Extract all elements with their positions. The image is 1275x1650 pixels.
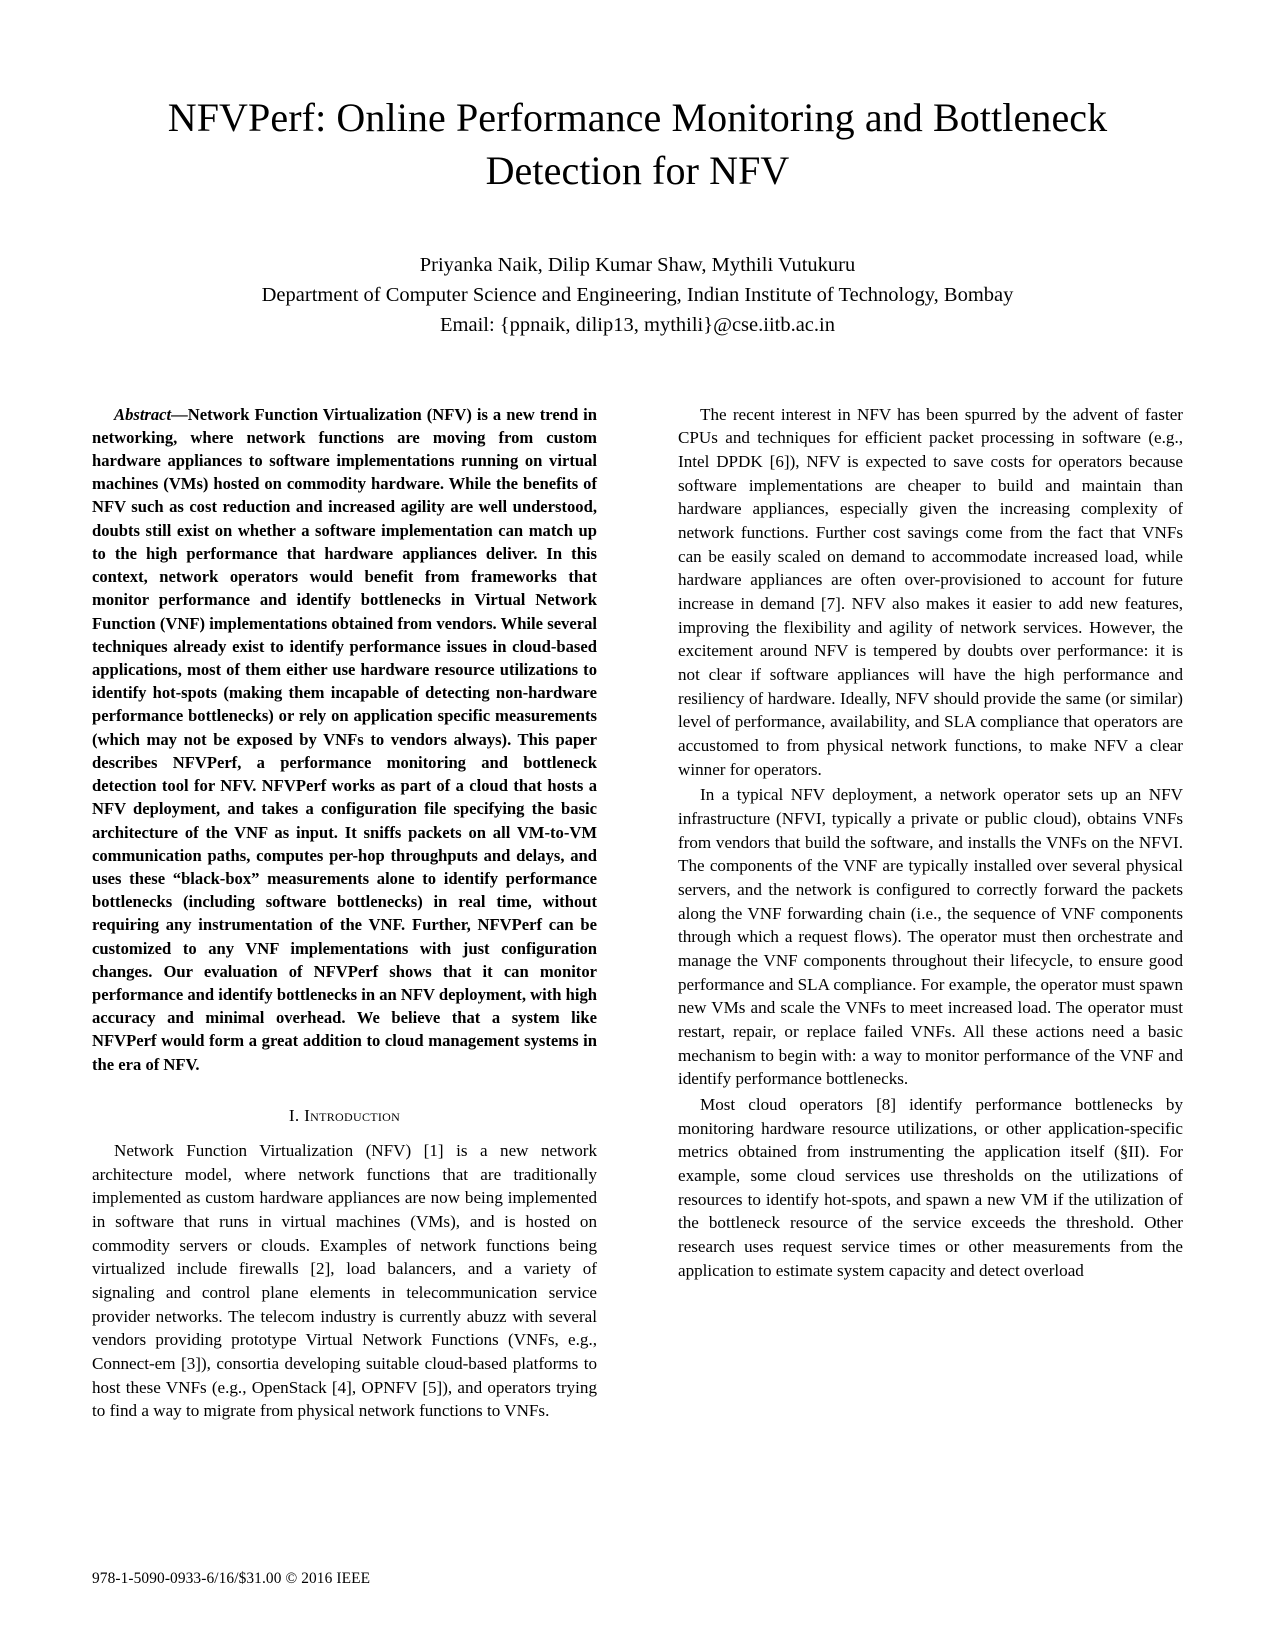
abstract-body: Network Function Virtualization (NFV) is a new trend in networking, where network functions are moving from custom hardware appliances to software implementations running on virtual machines (VMs) hosted on commodity hardware. While the benefits of NFV such as cost reduction and increased agility are well understood, doubts still exist on whether a software implementation can match up to the high performance that hardware appliances deliver. In this context, network operators would benefit from frameworks that monitor performance and identify bottlenecks in Virtual Network Function (VNF) implementations obtained from vendors. While several techniques already exist to identify performance issues in cloud-based applications, most of them either use hardware resource utilizations to identify hot-spots (making them incapable of detecting non-hardware performance bottlenecks) or rely on application specific measurements (which may not be exposed by VNFs to vendors always). This paper describes NFVPerf, a performance monitoring and bottleneck detection tool for NFV. NFVPerf works as part of a cloud that hosts a NFV deployment, and takes a configuration file specifying the basic architecture of the VNF as input. It sniffs packets on all VM-to-VM communication paths, computes per-hop throughputs and delays, and uses these “black-box” measurements alone to identify performance bottlenecks (including software bottlenecks) in real time, without requiring any instrumentation of the VNF. Further, NFVPerf can be customized to any VNF implementations with just configuration changes. Our evaluation of NFVPerf shows that it can monitor performance and identify bottlenecks in an NFV deployment, with high accuracy and minimal overhead. We believe that a system like NFVPerf would form a great addition to cloud management systems in the era of NFV. [92, 404, 597, 1074]
abstract-dash: — [171, 404, 188, 424]
title-block [0, 0, 1275, 341]
intro-paragraph-4: Most cloud operators [8] identify performance bottlenecks by monitoring hardware resource utilizations, or other application-specific metrics obtained from instrumenting the application itself (§II). For example, some cloud services use thresholds on the utilizations of resources to identify hot-spots, and spawn a new VM if the utilization of the bottleneck resource of the service exceeds the threshold. Other research uses request service times or other measurements from the application to estimate system capacity and detect overload [678, 1095, 1183, 1280]
affiliation: Department of Computer Science and Engineering, Indian Institute of Technology, Bombay [261, 283, 1014, 306]
copyright-footer [92, 1570, 370, 1588]
intro-paragraph-3: In a typical NFV deployment, a network operator sets up an NFV infrastructure (NFVI, typically a private or public cloud), obtains VNFs from vendors that build the software, and installs the VNFs on the NFVI. The components of the VNF are typically installed over several physical servers, and the network is configured to correctly forward the packets along the VNF forwarding chain (i.e., the sequence of VNF components through which a request flows). The operator must then orchestrate and manage the VNF components throughout their lifecycle, to ensure good performance and SLA compliance. For example, the operator must spawn new VMs and scale the VNFs to meet increased load. The operator must restart, repair, or replace failed VNFs. All these actions need a basic mechanism to begin with: a way to monitor performance of the VNF and identify performance bottlenecks. [678, 785, 1183, 1089]
section-numeral: I. [288, 1105, 300, 1125]
abstract-label: Abstract [114, 404, 172, 424]
section-title: Introduction [304, 1105, 401, 1125]
intro-paragraph-1: Network Function Virtualization (NFV) [1] is a new network architecture model, where network functions that are traditionally implemented as custom hardware appliances are now being implemented in software that runs in virtual machines (VMs), and is hosted on commodity servers or clouds. Examples of network functions being virtualized include firewalls [2], load balancers, and a variety of signaling and control plane elements in telecommunication service provider networks. The telecom industry is currently abuzz with several vendors providing prototype Virtual Network Functions (VNFs, e.g., Connect-em [3]), consortia developing suitable cloud-based platforms to host these VNFs (e.g., OpenStack [4], OPNFV [5]), and operators trying to find a way to migrate from physical network functions to VNFs. [92, 1140, 597, 1421]
section-heading-introduction [92, 1106, 597, 1126]
abstract-paragraph [92, 403, 597, 1076]
copyright-icon: © [285, 1570, 298, 1587]
email-line: Email: {ppnaik, dilip13, mythili}@cse.iitb.ac.in [440, 314, 835, 337]
left-column [92, 403, 597, 1423]
year-organization: 2016 IEEE [301, 1570, 371, 1587]
author-names: Priyanka Naik, Dilip Kumar Shaw, Mythili Vutukuru [419, 253, 856, 276]
intro-paragraph-2: The recent interest in NFV has been spurred by the advent of faster CPUs and techniques for efficient packet processing in software (e.g., Intel DPDK [6]), NFV is expected to save costs for operators because software implementations are cheaper to build and maintain than hardware appliances, especially given the increasing complexity of network functions. Further cost savings come from the fact that VNFs can be easily scaled on demand to accommodate increased load, while hardware appliances are often over-provisioned to account for future increase in demand [7]. NFV also makes it easier to add new features, improving the flexibility and agility of network services. However, the excitement around NFV is tempered by doubts over performance: it is not clear if software appliances will have the high performance and resiliency of hardware. Ideally, NFV should provide the same (or similar) level of performance, availability, and SLA compliance that operators are accustomed to from physical network functions, to make NFV a clear winner for operators. [678, 404, 1183, 779]
page-title: NFVPerf: Online Performance Monitoring and Bottleneck Detection for NFV [167, 95, 1108, 193]
two-column-body [0, 403, 1275, 1423]
right-column [678, 403, 1183, 1283]
isbn-price: 978-1-5090-0933-6/16/$31.00 [92, 1570, 282, 1587]
author-block [0, 250, 1275, 341]
